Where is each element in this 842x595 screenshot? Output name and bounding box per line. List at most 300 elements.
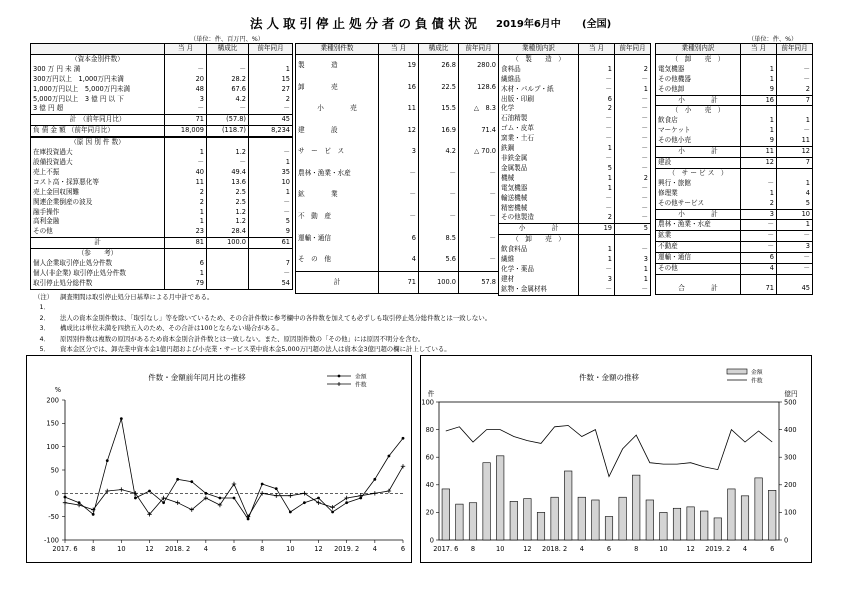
table-header-row — [296, 44, 499, 55]
cell-value: － — [207, 104, 249, 114]
cell-value: 6 — [379, 228, 419, 250]
cell-value: 1 — [579, 255, 615, 265]
cell-value: － — [777, 253, 813, 264]
cell-value: － — [459, 249, 499, 271]
cell-value: 5 — [777, 199, 813, 209]
industry-count-table — [295, 43, 499, 294]
row-label: 化学・薬品 — [499, 265, 579, 275]
table-row — [499, 224, 651, 235]
x-tick-label: 10 — [286, 545, 295, 553]
table-row — [656, 147, 813, 158]
table-row — [296, 54, 499, 76]
row-label: （原 因 別 件 数） — [31, 137, 165, 148]
cell-value — [777, 106, 813, 116]
cell-value: 1 — [165, 148, 207, 158]
cell-value: (57.8) — [207, 115, 249, 126]
row-label: 農林・漁業・水産 — [656, 220, 741, 231]
amount-bar — [442, 489, 449, 540]
row-label: 窯業・土石 — [499, 134, 579, 144]
cell-value — [249, 137, 293, 148]
cell-value: － — [579, 154, 615, 164]
cell-value: 15.5 — [419, 98, 459, 120]
table-row — [499, 85, 651, 95]
cell-value: － — [249, 198, 293, 208]
row-label: その他 — [31, 227, 165, 237]
row-label: 設備投資過大 — [31, 158, 165, 168]
footnote-line — [30, 334, 491, 344]
report-date: 2019年6月中 — [496, 19, 561, 30]
cell-value: 1 — [579, 174, 615, 184]
cell-value: 45 — [249, 115, 293, 126]
cell-value: － — [165, 158, 207, 168]
cell-value: 1 — [777, 179, 813, 189]
cell-value: － — [379, 163, 419, 185]
table-row — [656, 231, 813, 242]
amount-bar — [537, 512, 544, 540]
data-point-amount — [219, 497, 222, 500]
cell-value: 71.4 — [459, 120, 499, 142]
cell-value: 22.5 — [419, 77, 459, 99]
cell-value: － — [419, 184, 459, 206]
table-row — [31, 115, 293, 126]
row-label: 5,000万円以上 3 億 円 以 下 — [31, 95, 165, 105]
footnote-text: 法人の資本金別件数は、「取引なし」等を除いているため、その合計件数に参考欄中の各件数を加えても必ずしも取引停止処分総件数とは一致しない。 — [60, 313, 492, 322]
cell-value — [741, 274, 777, 284]
data-point-amount — [402, 437, 405, 440]
cell-value: － — [579, 75, 615, 85]
cell-value: △ 8.3 — [459, 98, 499, 120]
cell-value — [741, 106, 777, 116]
row-label: 修理業 — [656, 189, 741, 199]
cell-value: 28.4 — [207, 227, 249, 237]
table-row — [499, 114, 651, 124]
industry-breakdown-table-2 — [655, 43, 813, 295]
y-tick-label: -50 — [48, 512, 59, 521]
table-row — [296, 141, 499, 163]
data-point-amount — [233, 497, 236, 500]
cell-value: － — [615, 75, 651, 85]
data-point-amount — [134, 497, 137, 500]
cell-value: 28.2 — [207, 75, 249, 85]
data-point-count — [344, 496, 348, 500]
row-label: 300 万 円 未 満 — [31, 65, 165, 75]
cell-value: 49.4 — [207, 168, 249, 178]
cell-value: 2 — [165, 188, 207, 198]
row-label: 個人企業取引停止処分件数 — [31, 259, 165, 269]
table-row — [31, 198, 293, 208]
row-label: 興行・旅館 — [656, 179, 741, 189]
cell-value — [741, 54, 777, 64]
cell-value: 8,234 — [249, 126, 293, 137]
table-row — [499, 285, 651, 295]
amount-bar — [510, 501, 517, 540]
row-label: マーケット — [656, 126, 741, 136]
table-row — [499, 54, 651, 64]
cell-value: 11 — [777, 136, 813, 146]
row-label: （ 製 造 ） — [499, 54, 579, 64]
cell-value: － — [741, 179, 777, 189]
cell-value: 4.2 — [207, 95, 249, 105]
row-label: 農林・漁業・水産 — [296, 163, 379, 185]
cell-value: － — [249, 104, 293, 114]
row-label: 輸送機械 — [499, 194, 579, 204]
cell-value: － — [379, 206, 419, 228]
x-tick-label: 4 — [372, 545, 377, 553]
amount-bar — [714, 518, 721, 540]
cell-value: 2 — [579, 104, 615, 114]
cell-value: 1 — [165, 269, 207, 279]
table-row — [296, 228, 499, 250]
amount-bar — [551, 497, 558, 540]
cell-value: － — [615, 144, 651, 154]
cell-value: － — [459, 184, 499, 206]
row-label: その他卸 — [656, 85, 741, 95]
table-row — [499, 204, 651, 214]
chart-title: 件数・金額前年同月比の推移 — [148, 373, 246, 382]
cell-value: 6 — [741, 253, 777, 264]
cell-value: 26.8 — [419, 54, 459, 76]
row-label: 小 売 — [296, 98, 379, 120]
cell-value: 1 — [777, 220, 813, 231]
cell-value: 16 — [379, 77, 419, 99]
cell-value: － — [615, 245, 651, 255]
row-label: 合 計 — [656, 284, 741, 294]
table-row — [31, 126, 293, 137]
x-tick-label: 2019. 2 — [705, 545, 731, 553]
table-row — [296, 249, 499, 271]
data-point-amount — [275, 487, 278, 490]
cell-value: 3 — [165, 95, 207, 105]
cell-value: － — [165, 104, 207, 114]
table-row — [31, 85, 293, 95]
row-label: 運輸・通信 — [656, 253, 741, 264]
table-row — [31, 227, 293, 237]
cell-value: 3 — [615, 255, 651, 265]
row-label: 運輸・通信 — [296, 228, 379, 250]
row-label: 1,000万円以上 5,000万円未満 — [31, 85, 165, 95]
cell-value: 2 — [249, 95, 293, 105]
cell-value: 54 — [249, 279, 293, 289]
cell-value — [165, 54, 207, 64]
table-row — [31, 279, 293, 289]
data-point-count — [232, 482, 236, 486]
cell-value — [579, 54, 615, 64]
table-row — [296, 98, 499, 120]
amount-bar — [741, 496, 748, 540]
cell-value: － — [615, 124, 651, 134]
cell-value: 1 — [777, 116, 813, 126]
table-row — [499, 213, 651, 223]
series-line-amount — [65, 419, 403, 519]
column-header: 当 月 — [165, 44, 207, 55]
cell-value: 5 — [249, 217, 293, 227]
footnote-line — [30, 292, 491, 313]
table-row — [499, 275, 651, 285]
legend-label-amount: 金額 — [355, 374, 367, 381]
cell-value: 128.6 — [459, 77, 499, 99]
amount-bar — [483, 463, 490, 540]
cell-value: 79 — [165, 279, 207, 289]
table-row — [31, 269, 293, 279]
data-point-amount — [289, 511, 292, 514]
report-header — [0, 14, 842, 30]
row-label: 繊維 — [499, 255, 579, 265]
row-label: 高利金融 — [31, 217, 165, 227]
cell-value: － — [777, 126, 813, 136]
industry-breakdown-table-1 — [498, 43, 651, 296]
data-point-count — [288, 493, 292, 497]
cell-value: △ 70.0 — [459, 141, 499, 163]
row-label: （ 卸 売 ） — [656, 54, 741, 64]
cell-value: 18,009 — [165, 126, 207, 137]
data-point-amount — [373, 478, 376, 481]
table-row — [31, 238, 293, 249]
row-label: 出版・印刷 — [499, 95, 579, 105]
cell-value: 1 — [165, 208, 207, 218]
data-point-amount — [148, 490, 151, 493]
y-tick-label: -100 — [44, 536, 59, 545]
cell-value: － — [207, 158, 249, 168]
cell-value: － — [379, 184, 419, 206]
data-point-amount — [261, 483, 264, 486]
table-row — [656, 116, 813, 126]
amount-bar — [660, 512, 667, 540]
cell-value: 15 — [249, 75, 293, 85]
cell-value: － — [579, 134, 615, 144]
table-row — [296, 163, 499, 185]
unit-note-left: （単位：件、百万円、%） — [190, 36, 264, 43]
data-point-count — [359, 493, 363, 497]
column-header: 構成比 — [207, 44, 249, 55]
cell-value: 13.6 — [207, 178, 249, 188]
row-label: （ 小 売 ） — [656, 106, 741, 116]
y-tick-label: 60 — [425, 453, 434, 462]
amount-bar — [687, 507, 694, 540]
data-point-amount — [106, 459, 109, 462]
footnote-number: 5． — [39, 345, 50, 354]
cell-value: 1 — [741, 65, 777, 75]
data-point-count — [274, 493, 278, 497]
data-point-amount — [190, 480, 193, 483]
row-label: 電気機器 — [656, 65, 741, 75]
row-label: 精密機械 — [499, 204, 579, 214]
report-scope: (全国) — [582, 19, 612, 30]
x-tick-label: 6 — [770, 545, 775, 553]
cell-value: 1 — [579, 144, 615, 154]
cell-value: 2 — [165, 198, 207, 208]
row-label: 小 計 — [499, 224, 579, 235]
cell-value: 35 — [249, 168, 293, 178]
cell-value: 2.5 — [207, 198, 249, 208]
x-tick-label: 12 — [145, 545, 154, 553]
cell-value: 27 — [249, 85, 293, 95]
cell-value — [207, 249, 249, 259]
table-row — [499, 75, 651, 85]
data-point-amount — [176, 478, 179, 481]
table-row — [31, 75, 293, 85]
table-row — [31, 208, 293, 218]
footnote-text: 資本金区分では、卸売業中資本金1億円超および小売業・サービス業中資本金5,000万円超の法人は資本金3億円超の欄に計上している。 — [60, 345, 451, 354]
cell-value: － — [615, 134, 651, 144]
row-label: その他製造 — [499, 213, 579, 223]
data-point-amount — [331, 511, 334, 514]
table-row — [656, 274, 813, 284]
cell-value: 5.6 — [419, 249, 459, 271]
data-point-amount — [162, 501, 165, 504]
cell-value: 3 — [777, 242, 813, 253]
cell-value: 4 — [777, 189, 813, 199]
y-tick-label: 0 — [54, 489, 59, 498]
x-tick-label: 2018. 2 — [165, 545, 191, 553]
amount-bar — [673, 508, 680, 540]
legend-swatch-amount — [727, 369, 747, 374]
table-row — [656, 54, 813, 64]
cell-value: － — [579, 124, 615, 134]
cell-value: 1 — [579, 184, 615, 194]
table-row — [31, 95, 293, 105]
y-tick-label: 100 — [421, 398, 434, 407]
row-label: 不 動 産 — [296, 206, 379, 228]
cell-value: 7 — [777, 157, 813, 168]
series-line-count — [65, 466, 403, 516]
table-row — [656, 85, 813, 95]
x-tick-label: 2017. 6 — [52, 545, 78, 553]
table-row — [656, 264, 813, 275]
table-row — [296, 120, 499, 142]
column-header: 当 月 — [741, 44, 777, 55]
amount-bar — [456, 504, 463, 540]
cell-value: 2 — [579, 213, 615, 223]
column-header: 前年同月 — [777, 44, 813, 55]
cell-value: － — [459, 206, 499, 228]
row-label: 計 — [296, 271, 379, 294]
data-point-count — [330, 505, 334, 509]
cell-value: 4 — [741, 264, 777, 275]
table-row — [656, 65, 813, 75]
y2-tick-label: 300 — [784, 453, 797, 462]
cell-value: 10 — [249, 178, 293, 188]
table-row — [296, 77, 499, 99]
cell-value — [165, 249, 207, 259]
amount-bar — [700, 511, 707, 540]
cell-value: 1 — [741, 189, 777, 199]
table-row — [656, 284, 813, 294]
row-label: 非鉄金属 — [499, 154, 579, 164]
table-row — [656, 179, 813, 189]
x-tick-label: 6 — [400, 545, 406, 553]
table-row — [499, 65, 651, 75]
table-row — [31, 54, 293, 64]
legend-marker-amount — [338, 375, 341, 378]
cell-value: 11 — [741, 147, 777, 158]
row-label: 鉱業 — [656, 231, 741, 242]
yoy-chart — [26, 355, 412, 563]
cell-value: － — [615, 104, 651, 114]
cell-value: 6 — [165, 259, 207, 269]
cell-value: 4.2 — [419, 141, 459, 163]
footnote-line — [30, 344, 491, 354]
cell-value: 71 — [741, 284, 777, 294]
table-row — [656, 199, 813, 209]
row-label: 食料品 — [499, 65, 579, 75]
x-tick-label: 6 — [231, 545, 237, 553]
x-tick-label: 6 — [606, 545, 612, 553]
cell-value: － — [249, 148, 293, 158]
y-axis-label: 件 — [427, 390, 435, 398]
row-label: 建 設 — [296, 120, 379, 142]
row-label: 関連企業倒産の波及 — [31, 198, 165, 208]
data-point-count — [63, 500, 67, 504]
row-label: 化学 — [499, 104, 579, 114]
capital-cause-table — [30, 43, 293, 290]
table-row — [31, 158, 293, 168]
row-label: （資本金別件数） — [31, 54, 165, 64]
footnote-number: 3． — [39, 324, 50, 333]
data-point-amount — [120, 417, 123, 420]
cell-value: 1 — [615, 85, 651, 95]
x-tick-label: 8 — [634, 545, 639, 553]
cell-value — [249, 249, 293, 259]
cell-value: － — [249, 208, 293, 218]
cell-value: － — [579, 114, 615, 124]
row-label: コスト高・採算悪化等 — [31, 178, 165, 188]
trend-chart-svg — [421, 356, 813, 564]
cell-value: － — [741, 220, 777, 231]
data-point-count — [119, 487, 123, 491]
row-label: 3 億 円 超 — [31, 104, 165, 114]
cell-value — [249, 54, 293, 64]
row-label: 小 計 — [656, 95, 741, 106]
table-row — [499, 265, 651, 275]
trend-chart — [420, 355, 812, 563]
row-label — [656, 274, 741, 284]
row-label: 小 計 — [656, 147, 741, 158]
amount-bar — [605, 517, 612, 540]
cell-value: 71 — [379, 271, 419, 294]
cell-value: 100.0 — [419, 271, 459, 294]
y2-axis-label: 億円 — [784, 390, 798, 398]
y-tick-label: 200 — [46, 396, 59, 405]
table-row — [656, 95, 813, 106]
row-label: 機械 — [499, 174, 579, 184]
table-row — [31, 188, 293, 198]
yoy-chart-svg — [27, 356, 413, 564]
row-label: 建材 — [499, 275, 579, 285]
row-label: その他小売 — [656, 136, 741, 146]
data-point-amount — [345, 501, 348, 504]
cell-value: 12 — [741, 157, 777, 168]
row-label: その他サービス — [656, 199, 741, 209]
y-tick-label: 40 — [425, 481, 434, 490]
cell-value: 1.2 — [207, 208, 249, 218]
cell-value: 9 — [741, 136, 777, 146]
row-label: 卸 売 — [296, 77, 379, 99]
y-tick-label: 100 — [46, 442, 59, 451]
cell-value: 4 — [379, 249, 419, 271]
cell-value — [579, 235, 615, 245]
table-row — [499, 134, 651, 144]
row-label: 飲食店 — [656, 116, 741, 126]
cell-value: － — [579, 265, 615, 275]
cell-value: 6 — [579, 95, 615, 105]
cell-value: － — [459, 163, 499, 185]
cell-value: 3 — [579, 275, 615, 285]
table-row — [499, 124, 651, 134]
footnote-text: 調査期間は取引停止処分日基準による月中計である。 — [60, 293, 214, 301]
x-tick-label: 2019. 2 — [334, 545, 360, 553]
cell-value: 100.0 — [207, 238, 249, 249]
cell-value: 1 — [249, 158, 293, 168]
